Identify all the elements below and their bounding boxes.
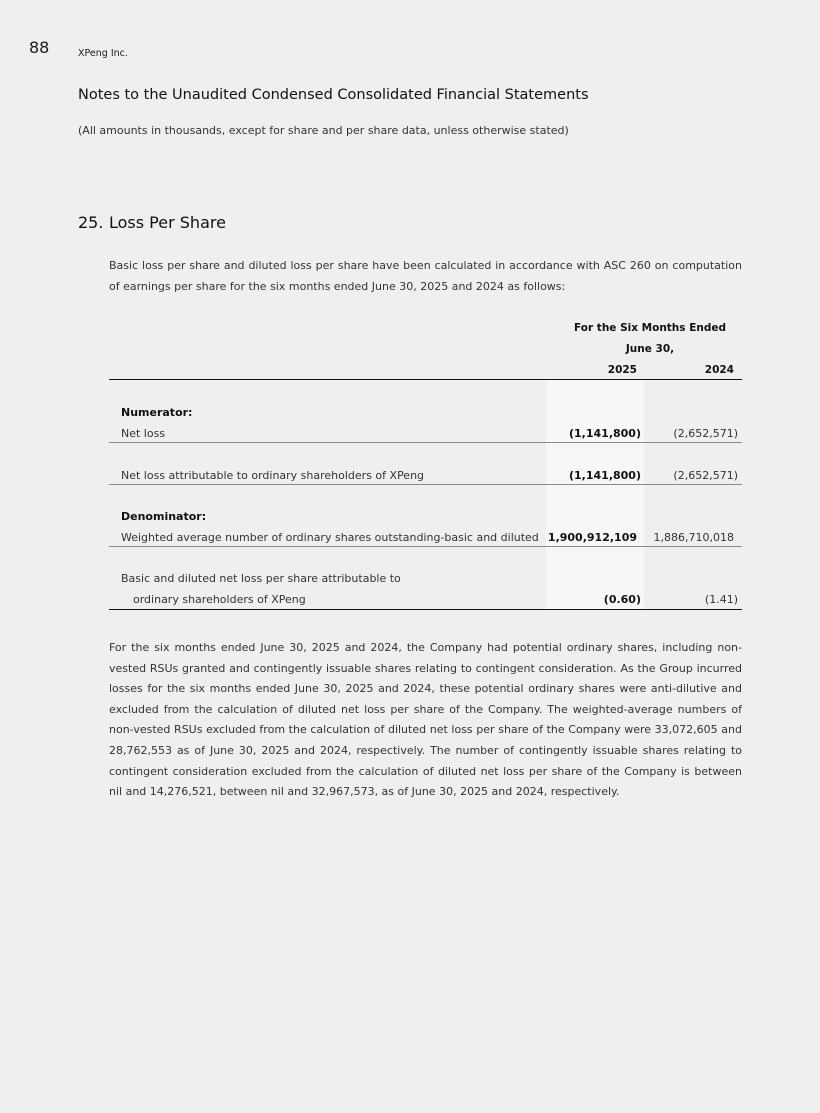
header-date: June 30, [625, 343, 675, 355]
weighted-2025: 1,900,912,109 [547, 531, 637, 544]
row-divider [109, 484, 742, 485]
attributable-2025: (1,141,800) [569, 469, 641, 482]
header-year-2024: 2024 [704, 364, 734, 376]
company-name: XPeng Inc. [78, 48, 128, 59]
header-rule [109, 379, 742, 380]
header-year-2025: 2025 [607, 364, 637, 376]
attributable-2024: (2,652,571) [673, 469, 738, 482]
row-divider [109, 442, 742, 443]
weighted-label: Weighted average number of ordinary shares outstanding-basic and diluted [121, 531, 539, 544]
per-share-label-line2: ordinary shareholders of XPeng [133, 593, 306, 606]
amount-note: (All amounts in thousands, except for share and per share data, unless otherwise stated) [78, 124, 569, 137]
document-title: Notes to the Unaudited Condensed Consolidated Financial Statements [78, 87, 589, 103]
loss-per-share-table [109, 318, 742, 613]
section-title: Loss Per Share [109, 213, 226, 232]
per-share-2025: (0.60) [603, 593, 641, 606]
net-loss-label: Net loss [121, 427, 166, 440]
net-loss-2025: (1,141,800) [569, 427, 641, 440]
header-period: For the Six Months Ended [574, 322, 726, 334]
table-bottom-rule [109, 609, 742, 610]
closing-paragraph: For the six months ended June 30, 2025 and 2024, the Company had potential ordinary shares, including non-vested RSUs granted and contingently issuable shares relating to contingent consideration. As the Group incurred losses for the six months ended June 30, 2025 and 2024, these potential ordinary shares were anti-dilutive and excluded from the calculation of diluted net loss per share of the Company. The weighted-average numbers of non-vested RSUs excluded from the calculation of diluted net loss per share of the Company were 33,072,605 and 28,762,553 as of June 30, 2025 and 2024, respectively. The number of contingently issuable shares relating to contingent consideration excluded from the calculation of diluted net loss per share of the Company is between nil and 14,276,521, between nil and 32,967,573, as of June 30, 2025 and 2024, respectively. [109, 641, 742, 799]
row-divider [109, 546, 742, 547]
section-heading [78, 213, 226, 232]
per-share-2024: (1.41) [704, 593, 738, 606]
page-number: 88 [29, 38, 50, 57]
denominator-heading: Denominator: [121, 510, 207, 523]
per-share-label-line1: Basic and diluted net loss per share attributable to [121, 572, 401, 585]
net-loss-2024: (2,652,571) [673, 427, 738, 440]
weighted-2024: 1,886,710,018 [653, 531, 734, 544]
section-number: 25. [78, 213, 104, 232]
numerator-heading: Numerator: [121, 406, 193, 419]
intro-paragraph: Basic loss per share and diluted loss per share have been calculated in accordance with ASC 260 on computation of earnings per share for the six months ended June 30, 2025 and 2024 as follows: [109, 259, 742, 293]
current-year-column-shade [546, 380, 644, 610]
attributable-label: Net loss attributable to ordinary shareholders of XPeng [121, 469, 425, 482]
